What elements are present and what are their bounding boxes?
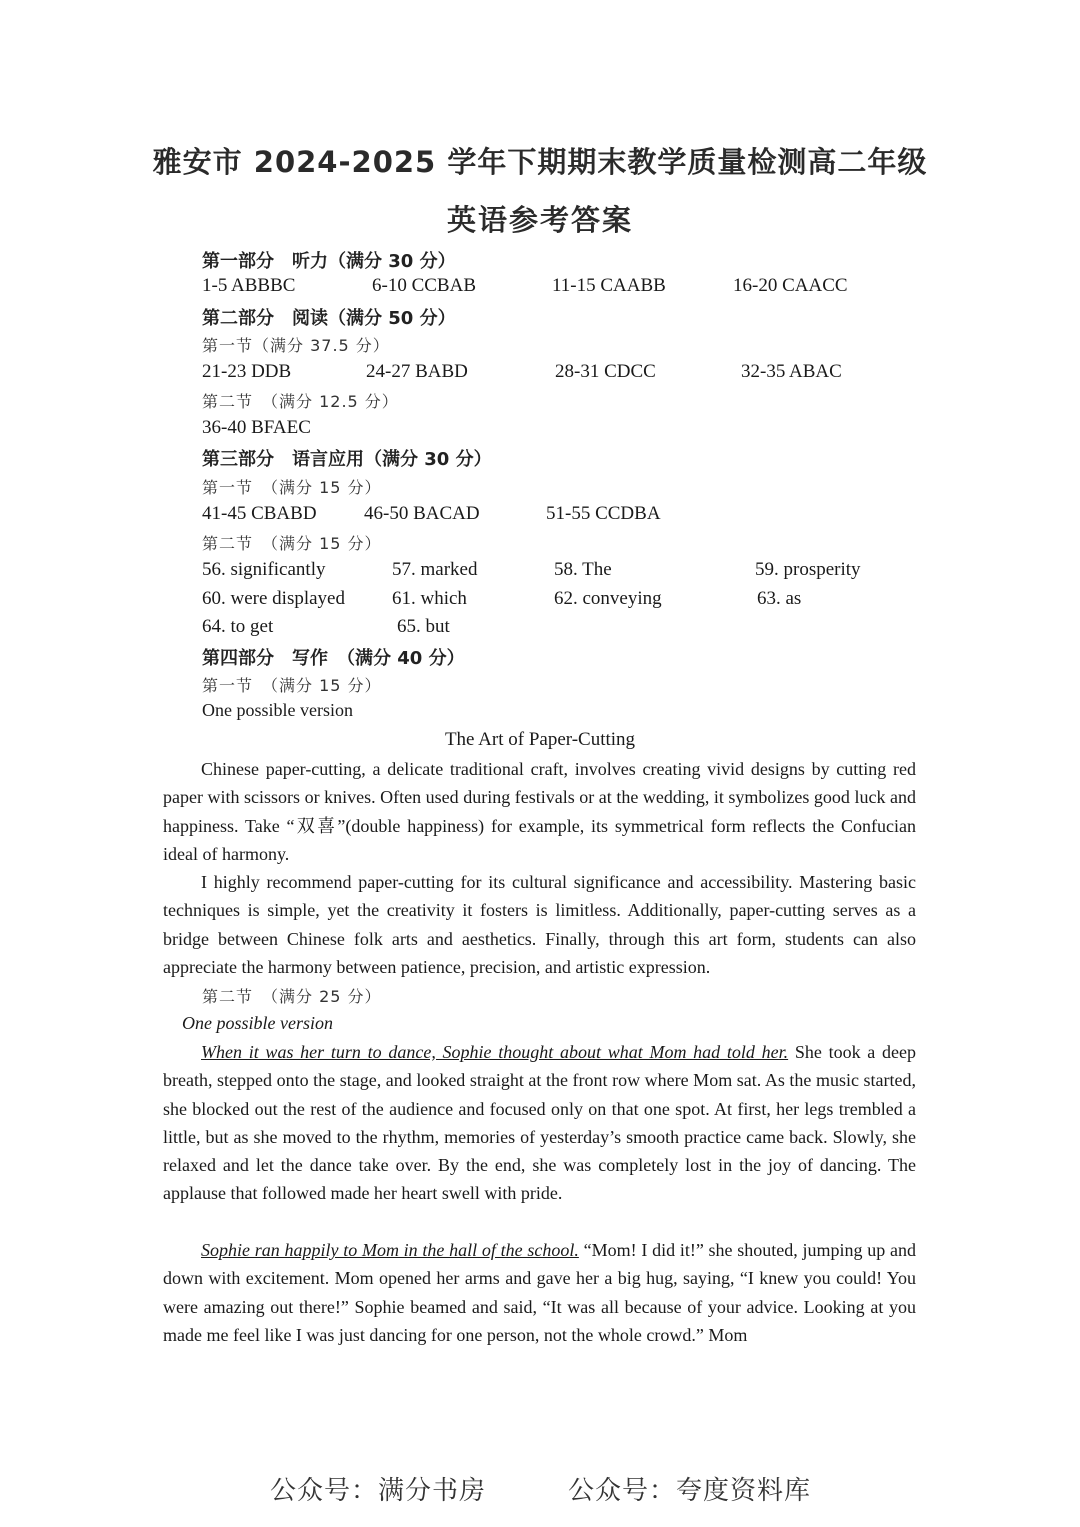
answer-group: 28-31 CDCC: [555, 361, 656, 382]
answer-group: 11-15 CAABB: [552, 275, 666, 296]
grammar-answer: 56. significantly: [202, 559, 326, 580]
given-sentence: Sophie ran happily to Mom in the hall of the school.: [201, 1240, 579, 1260]
grammar-answer: 58. The: [554, 559, 612, 580]
part4-heading: 第四部分 写作 （满分 40 分）: [202, 648, 465, 669]
part4-section1-heading: 第一节 （满分 15 分）: [202, 676, 382, 695]
part3-heading: 第三部分 语言应用（满分 30 分）: [202, 449, 492, 470]
answer-group: 41-45 CBABD: [202, 503, 317, 524]
part2-heading: 第二部分 阅读（满分 50 分）: [202, 308, 456, 329]
essay-paragraph: I highly recommend paper-cutting for its cultural significance and accessibility. Mastering basic techniques is simple, yet the creativity it fosters is limitless. Additionally, paper-cutting serves as a bridge between Chinese folk arts and aesthetics. Finally, through this art form, students can also appreciate the harmony between patience, precision, and artistic expression.: [163, 872, 916, 977]
story-paragraph: [163, 1038, 916, 1208]
part3-section1-heading: 第一节 （满分 15 分）: [202, 478, 382, 497]
part1-heading: 第一部分 听力（满分 30 分）: [202, 251, 456, 272]
document-subtitle: 英语参考答案: [446, 203, 633, 237]
part2-section2-heading: 第二节 （满分 12.5 分）: [202, 392, 399, 411]
answer-group: 24-27 BABD: [366, 361, 468, 382]
answer-group: 1-5 ABBBC: [202, 275, 296, 296]
story-text: She took a deep breath, stepped onto the stage, and looked straight at the front row where Mom sat. As the music started, she blocked out the rest of the audience and focused only on that one spot. At first, her legs trembled a little, but as she moved to the rhythm, memories of yesterday’s smooth practice came back. Slowly, she relaxed and let the dance take over. By the end, she was completely lost in the joy of dancing. The applause that followed made her heart swell with pride.: [163, 1042, 916, 1204]
grammar-answer: 59. prosperity: [755, 559, 861, 580]
grammar-answer: 63. as: [757, 588, 802, 609]
answer-group: 6-10 CCBAB: [372, 275, 476, 296]
part3-section2-heading: 第二节 （满分 15 分）: [202, 534, 382, 553]
story-paragraph: [163, 1236, 916, 1349]
given-sentence: When it was her turn to dance, Sophie thought about what Mom had told her.: [201, 1042, 789, 1062]
footer-account-left: 公众号：满分书房: [270, 1476, 487, 1506]
answer-group: 16-20 CAACC: [733, 275, 848, 296]
essay-title: The Art of Paper-Cutting: [444, 729, 636, 750]
answer-group: 36-40 BFAEC: [202, 417, 311, 438]
answer-group: 46-50 BACAD: [364, 503, 480, 524]
part4-section2-heading: 第二节 （满分 25 分）: [202, 987, 382, 1006]
answer-group: 21-23 DDB: [202, 361, 292, 382]
grammar-answer: 61. which: [392, 588, 467, 609]
document-title: 雅安市 2024-2025 学年下期期末教学质量检测高二年级: [152, 145, 928, 179]
answer-group: 51-55 CCDBA: [546, 503, 661, 524]
version-label: One possible version: [202, 700, 353, 720]
part2-section1-heading: 第一节（满分 37.5 分）: [202, 336, 390, 355]
grammar-answer: 65. but: [397, 616, 450, 637]
version-label: One possible version: [182, 1013, 333, 1033]
answer-group: 32-35 ABAC: [741, 361, 842, 382]
essay-paragraph: Chinese paper-cutting, a delicate traditional craft, involves creating vivid designs by cutting red paper with scissors or knives. Often used during festivals or at the wedding, it symbolizes good luck and happiness. Take “双喜”(double happiness) for example, its symmetrical form reflects the Confucian ideal of harmony.: [163, 759, 916, 864]
story-text: “Mom! I did it!” she shouted, jumping up and down with excitement. Mom opened her arms and gave her a big hug, saying, “I knew you could! You were amazing out there!” Sophie beamed and said, “It was all because of your advice. Looking at you made me feel like I was just dancing for one person, not the whole crowd.” Mom: [163, 1240, 916, 1345]
grammar-answer: 57. marked: [392, 559, 478, 580]
grammar-answer: 60. were displayed: [202, 588, 345, 609]
grammar-answer: 62. conveying: [554, 588, 662, 609]
grammar-answer: 64. to get: [202, 616, 274, 637]
footer-account-right: 公众号：夸度资料库: [568, 1476, 812, 1506]
